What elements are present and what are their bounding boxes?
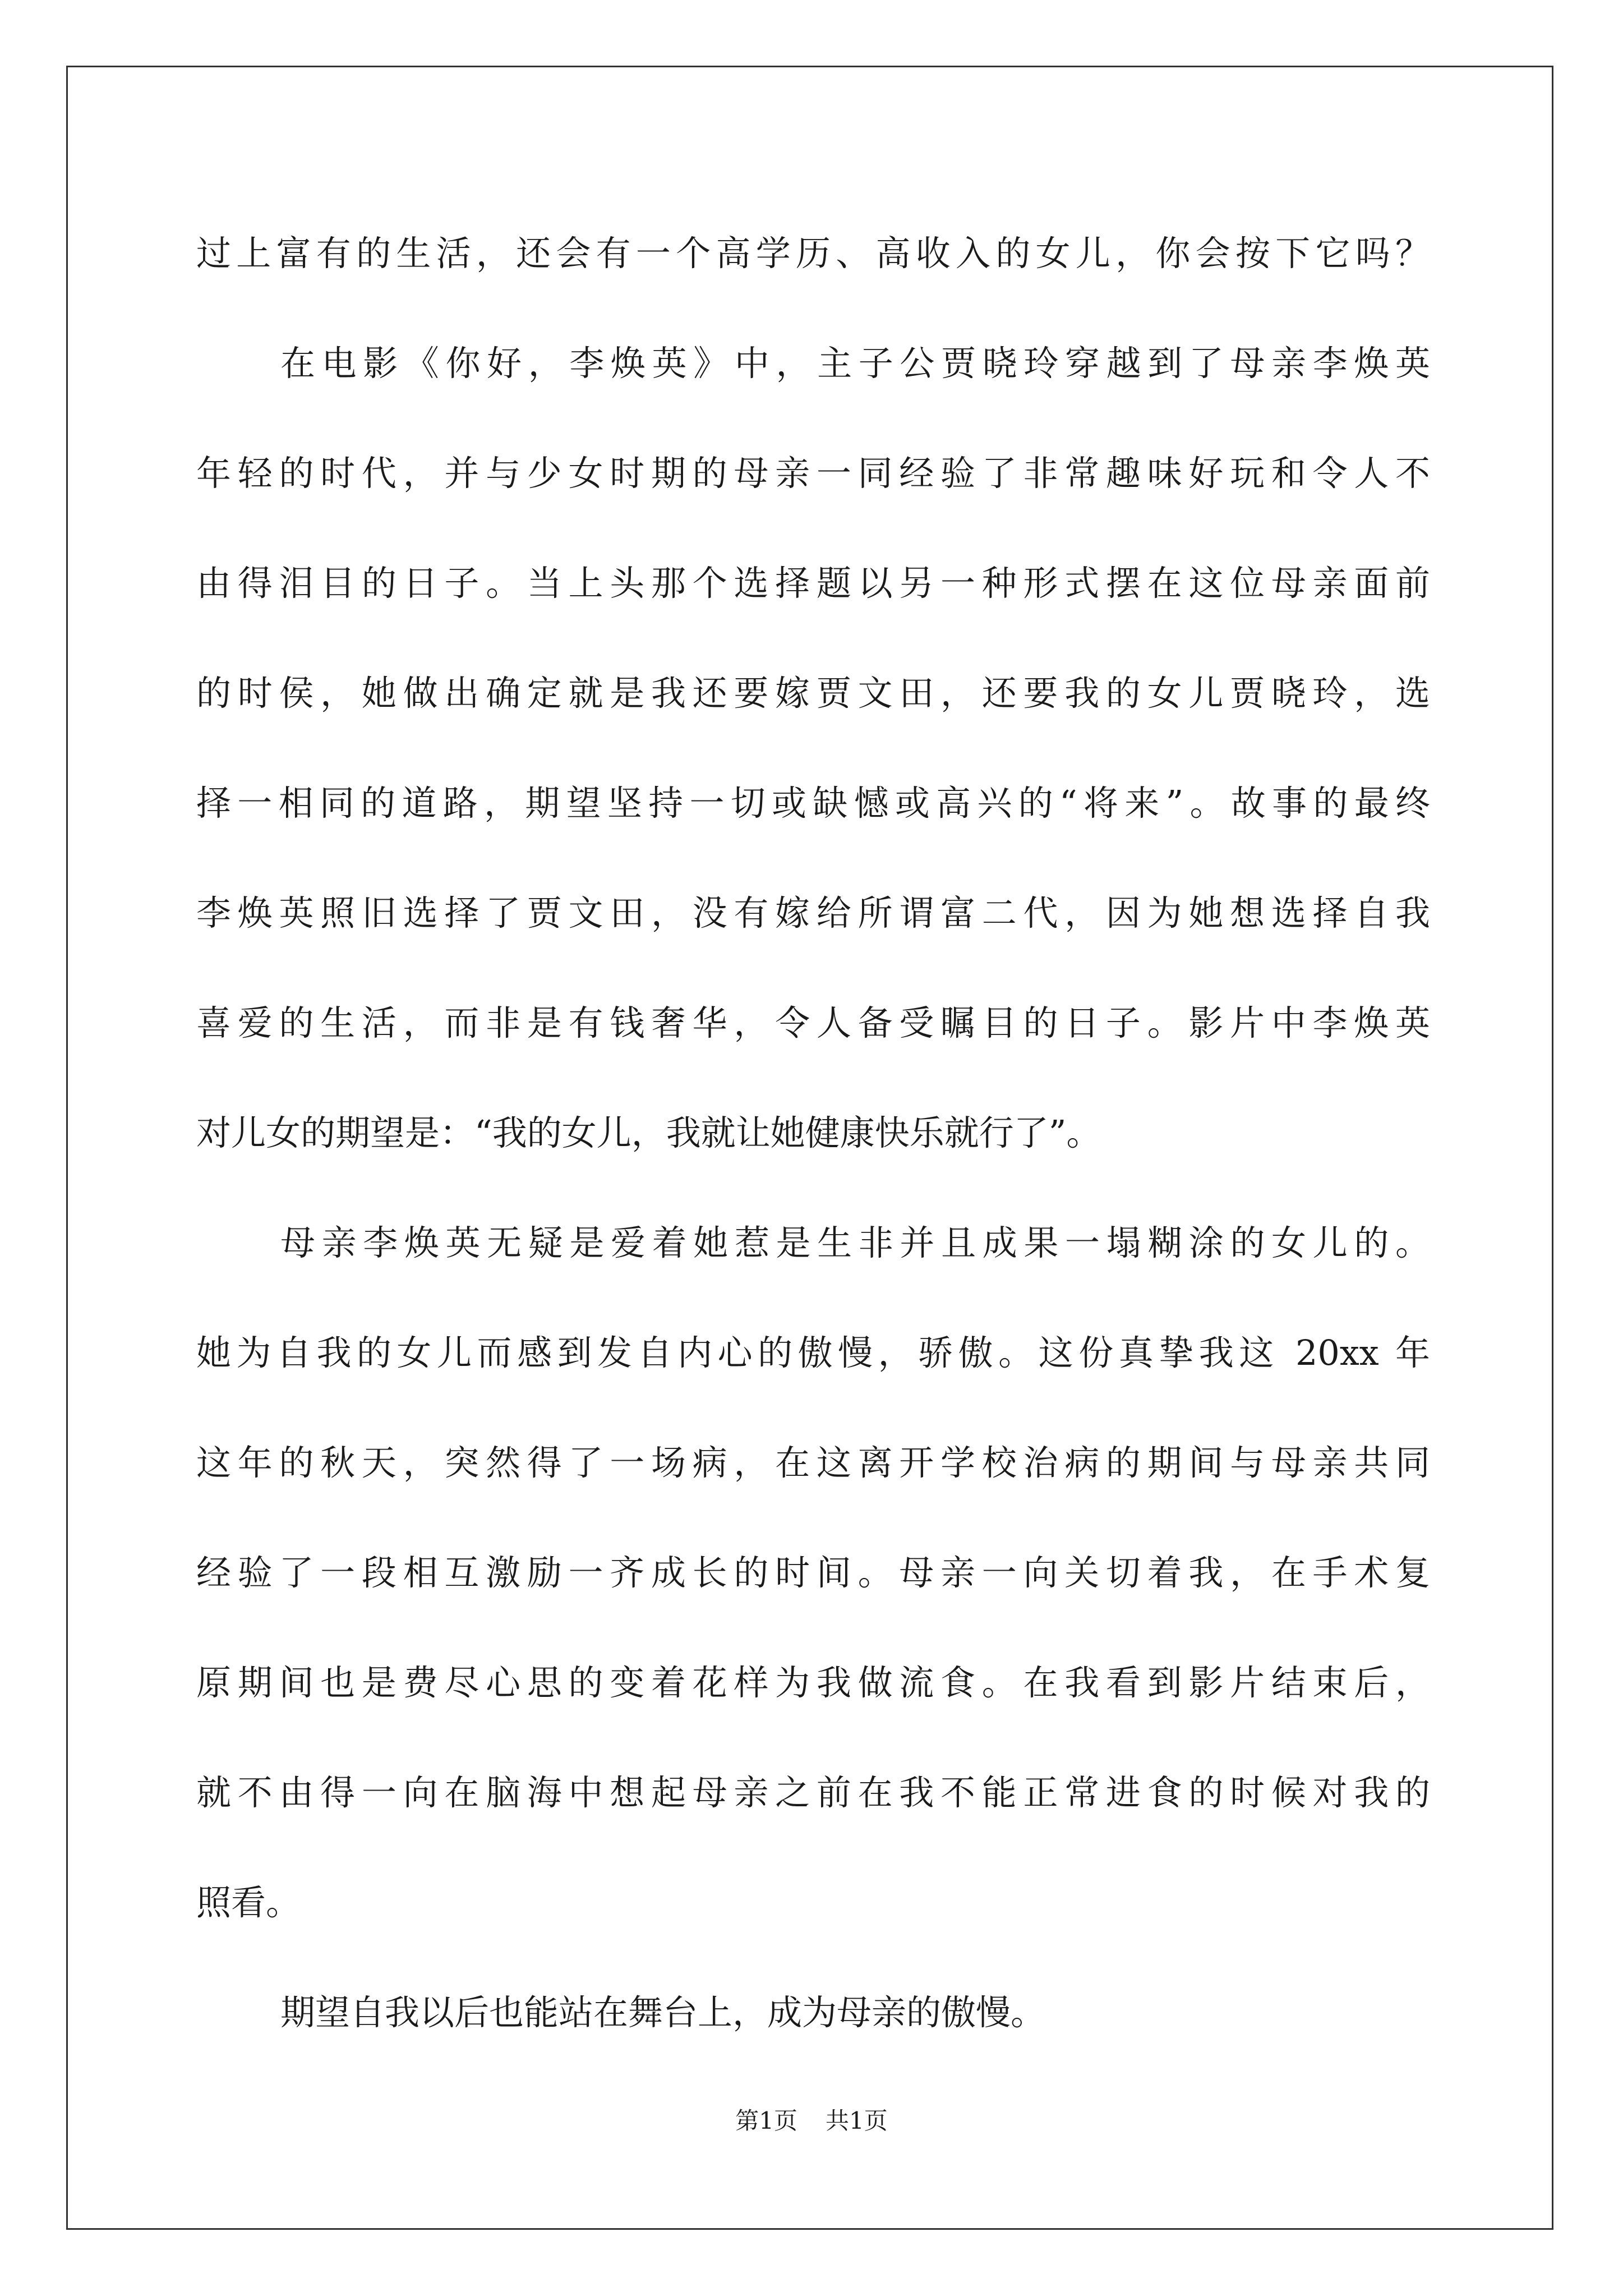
text-line: 由得泪目的日子。当上头那个选择题以另一种形式摆在这位母亲面前: [196, 563, 1430, 604]
text-line: 经验了一段相互激励一齐成长的时间。母亲一向关切着我，在手术复: [196, 1552, 1430, 1593]
text-line: 她为自我的女儿而感到发自内心的傲慢，骄傲。这份真挚我这 20xx 年: [196, 1332, 1430, 1373]
text-line: 过上富有的生活，还会有一个高学历、高收入的女儿，你会按下它吗？: [196, 233, 1430, 274]
text-line: 这年的秋天，突然得了一场病，在这离开学校治病的期间与母亲共同: [196, 1442, 1430, 1483]
page-total: 共1页: [826, 2107, 888, 2134]
text-line: 对儿女的期望是：“我的女儿，我就让她健康快乐就行了”。: [196, 1112, 1101, 1153]
document-body: [196, 199, 1430, 2068]
text-line: 原期间也是费尽心思的变着花样为我做流食。在我看到影片结束后，: [196, 1662, 1430, 1703]
text-line: 母亲李焕英无疑是爱着她惹是生非并且成果一塌糊涂的女儿的。: [280, 1222, 1430, 1263]
page-number: 第1页: [735, 2107, 797, 2134]
text-line: 喜爱的生活，而非是有钱奢华，令人备受瞩目的日子。影片中李焕英: [196, 1002, 1430, 1043]
text-line: 就不由得一向在脑海中想起母亲之前在我不能正常进食的时候对我的: [196, 1772, 1430, 1813]
text-line: 的时侯，她做出确定就是我还要嫁贾文田，还要我的女儿贾晓玲，选: [196, 673, 1430, 714]
page-footer: [0, 2102, 1623, 2136]
text-line: 择一相同的道路，期望坚持一切或缺憾或高兴的“将来”。故事的最终: [196, 783, 1430, 823]
text-line: 期望自我以后也能站在舞台上，成为母亲的傲慢。: [280, 1992, 1046, 2033]
text-line: 在电影《你好，李焕英》中，主子公贾晓玲穿越到了母亲李焕英: [280, 343, 1430, 384]
text-line: 年轻的时代，并与少女时期的母亲一同经验了非常趣味好玩和令人不: [196, 453, 1430, 494]
text-line: 李焕英照旧选择了贾文田，没有嫁给所谓富二代，因为她想选择自我: [196, 892, 1430, 933]
text-line: 照看。: [196, 1882, 301, 1923]
